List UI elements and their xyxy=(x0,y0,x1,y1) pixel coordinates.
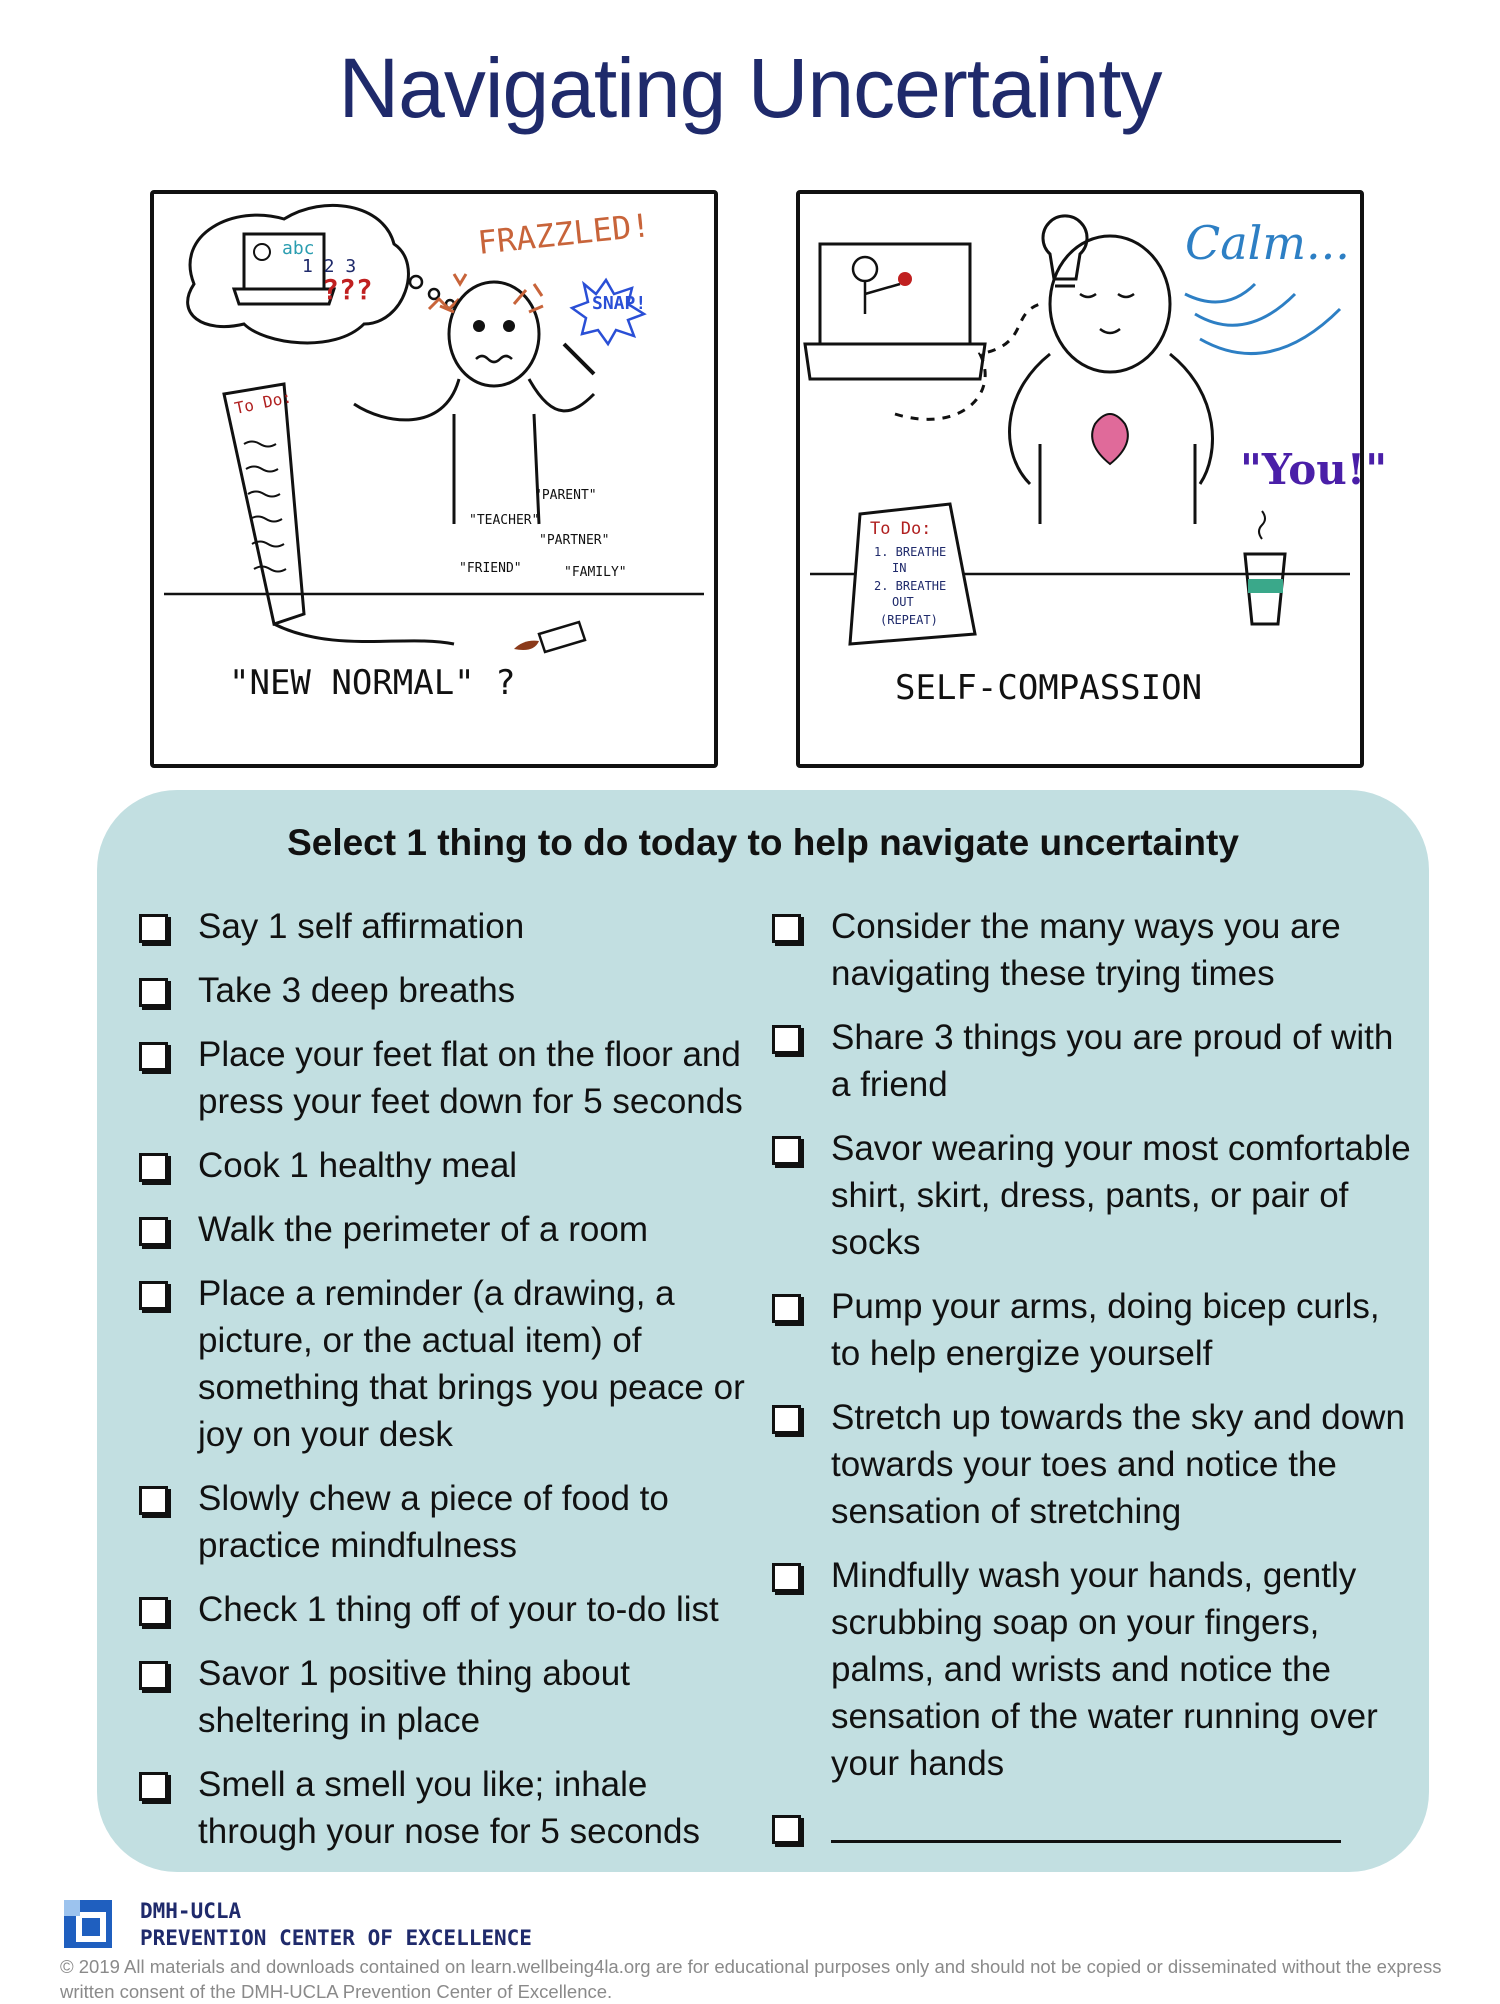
checklist-item[interactable] xyxy=(139,1142,759,1189)
todo-line-3: 2. BREATHE xyxy=(874,579,947,593)
eye-right xyxy=(503,320,515,332)
org-name-line-1: DMH-UCLA xyxy=(140,1899,242,1923)
sad-face-icon xyxy=(254,244,270,260)
snap-label: SNAP! xyxy=(592,293,647,314)
checklist-item-label: Smell a smell you like; inhale through your nose for 5 seconds xyxy=(198,1765,700,1851)
checklist-item-label: Savor 1 positive thing about sheltering in place xyxy=(198,1654,630,1740)
checkbox[interactable] xyxy=(772,914,801,943)
calm-smile xyxy=(1100,329,1120,333)
thought-123: 1 2 3 xyxy=(302,256,357,277)
checklist-item-label: Place your feet flat on the floor and press your feet down for 5 seconds xyxy=(198,1035,743,1121)
calm-head xyxy=(1050,236,1170,372)
write-in-blank[interactable] xyxy=(831,1804,1341,1843)
self-compassion-caption: SELF-COMPASSION xyxy=(895,668,1203,708)
role-partner: "PARTNER" xyxy=(539,533,610,548)
checklist-item[interactable] xyxy=(139,1206,759,1253)
thought-bubble-dot xyxy=(429,289,439,299)
checklist-item[interactable] xyxy=(139,1650,759,1744)
heart-icon xyxy=(1092,414,1128,464)
checkbox[interactable] xyxy=(772,1294,801,1323)
laptop-base xyxy=(234,289,334,304)
calm-label: Calm... xyxy=(1185,216,1350,270)
checkbox[interactable] xyxy=(139,1217,168,1246)
thought-bubble-dot xyxy=(410,276,422,288)
spilled-cup xyxy=(539,622,585,652)
checkbox[interactable] xyxy=(139,978,168,1007)
checklist-item-label: Stretch up towards the sky and down towards your toes and notice the sensation of stretching xyxy=(831,1398,1405,1531)
cup-sleeve xyxy=(1248,579,1283,593)
worried-mouth xyxy=(476,356,512,362)
checklist-item[interactable] xyxy=(139,967,759,1014)
thought-abc: abc xyxy=(282,238,315,259)
todo-line-2: IN xyxy=(892,561,907,575)
checklist-item-custom[interactable] xyxy=(772,1804,1412,1855)
checkbox[interactable] xyxy=(772,1025,801,1054)
self-compassion-illustration xyxy=(796,190,1388,768)
checkbox[interactable] xyxy=(139,1042,168,1071)
todo-scroll xyxy=(224,384,304,624)
checklist-item-label: Take 3 deep breaths xyxy=(198,971,516,1010)
calm-waves xyxy=(1185,284,1340,354)
steam xyxy=(1259,511,1265,539)
you-label: "You!" xyxy=(1240,445,1388,494)
checkbox[interactable] xyxy=(772,1405,801,1434)
page-title: Navigating Uncertainty xyxy=(338,41,1162,135)
checklist-item[interactable] xyxy=(139,1586,759,1633)
snapped-pencil xyxy=(564,344,594,374)
checklist-left-column xyxy=(139,903,759,1872)
checklist-item[interactable] xyxy=(139,1761,759,1855)
checkbox[interactable] xyxy=(139,1486,168,1515)
checkbox[interactable] xyxy=(139,1281,168,1310)
checklist-item[interactable] xyxy=(139,1270,759,1458)
thought-cloud xyxy=(188,205,409,343)
checklist-item[interactable] xyxy=(772,903,1412,997)
stressed-head xyxy=(449,282,539,386)
checklist-item-label: Share 3 things you are proud of with a friend xyxy=(831,1018,1394,1104)
checkbox[interactable] xyxy=(139,914,168,943)
video-person-head xyxy=(853,257,877,281)
checklist-item[interactable] xyxy=(772,1014,1412,1108)
checklist-item-label: Consider the many ways you are navigating these trying times xyxy=(831,907,1341,993)
checklist-item[interactable] xyxy=(139,1031,759,1125)
video-person-body xyxy=(865,281,900,314)
checklist-heading: Select 1 thing to do today to help navigate uncertainty xyxy=(287,822,1239,863)
checklist-item[interactable] xyxy=(772,1283,1412,1377)
checklist-item-label: Place a reminder (a drawing, a picture, or the actual item) of something that brings you peace or joy on your desk xyxy=(198,1274,745,1454)
checklist-item[interactable] xyxy=(772,1394,1412,1535)
laptop-base xyxy=(805,344,985,379)
copyright-notice: © 2019 All materials and downloads contained on learn.wellbeing4la.org are for educational purposes only and should not be copied or disseminated without the express written consent of the DMH-UCLA Prevention Center of Excellence. xyxy=(60,1956,1442,2002)
checklist-item-label: Savor wearing your most comfortable shirt, skirt, dress, pants, or pair of socks xyxy=(831,1129,1411,1262)
checklist-item[interactable] xyxy=(772,1125,1412,1266)
new-normal-illustration xyxy=(150,190,718,768)
checkbox[interactable] xyxy=(139,1153,168,1182)
checkbox[interactable] xyxy=(139,1661,168,1690)
checklist-item-label: Check 1 thing off of your to-do list xyxy=(198,1590,719,1629)
dotted-path xyxy=(895,304,1040,419)
org-name-line-2: PREVENTION CENTER OF EXCELLENCE xyxy=(140,1926,532,1950)
checkbox[interactable] xyxy=(772,1815,801,1844)
checklist-item[interactable] xyxy=(139,1475,759,1569)
todo-label: To Do: xyxy=(232,387,294,418)
frazzled-label: FRAZZLED! xyxy=(475,206,653,262)
checklist-item-label: Walk the perimeter of a room xyxy=(198,1210,648,1249)
org-name xyxy=(140,1898,532,1952)
checklist-item-label: Say 1 self affirmation xyxy=(198,907,525,946)
new-normal-drawing xyxy=(154,194,714,764)
role-family: "FAMILY" xyxy=(564,565,627,580)
checkbox[interactable] xyxy=(772,1563,801,1592)
scroll-tail xyxy=(274,624,454,644)
checkbox[interactable] xyxy=(139,1772,168,1801)
laptop-screen xyxy=(820,244,970,344)
role-friend: "FRIEND" xyxy=(459,561,522,576)
checklist-box xyxy=(97,790,1429,1872)
light-bulb-icon xyxy=(1043,216,1087,279)
spilled-coffee xyxy=(514,641,539,650)
todo-line-4: OUT xyxy=(892,595,914,609)
role-parent: "PARENT" xyxy=(534,488,597,503)
eye-left xyxy=(473,320,485,332)
new-normal-caption: "NEW NORMAL" ? xyxy=(229,663,516,703)
checklist-item[interactable] xyxy=(139,903,759,950)
todo-scribbles xyxy=(244,442,286,572)
thought-question-marks: ??? xyxy=(322,273,373,306)
todo-line-5: (REPEAT) xyxy=(880,613,938,627)
self-compassion-drawing xyxy=(800,194,1388,764)
checkbox[interactable] xyxy=(139,1597,168,1626)
apple-icon xyxy=(898,272,912,286)
todo-sign-title: To Do: xyxy=(870,519,932,539)
checklist-item-label: Mindfully wash your hands, gently scrubbing soap on your fingers, palms, and wrists and notice the sensation of the water running over your hands xyxy=(831,1556,1378,1783)
checklist-item[interactable] xyxy=(772,1552,1412,1787)
role-teacher: "TEACHER" xyxy=(469,513,540,528)
checkbox[interactable] xyxy=(772,1136,801,1165)
pce-logo-icon xyxy=(64,1900,112,1948)
todo-line-1: 1. BREATHE xyxy=(874,545,947,559)
closed-eyes xyxy=(1080,294,1134,297)
checklist-item-label: Slowly chew a piece of food to practice mindfulness xyxy=(198,1479,669,1565)
checklist-item-label: Pump your arms, doing bicep curls, to help energize yourself xyxy=(831,1287,1380,1373)
checklist-right-column xyxy=(772,903,1412,1872)
checklist-item-label: Cook 1 healthy meal xyxy=(198,1146,518,1185)
